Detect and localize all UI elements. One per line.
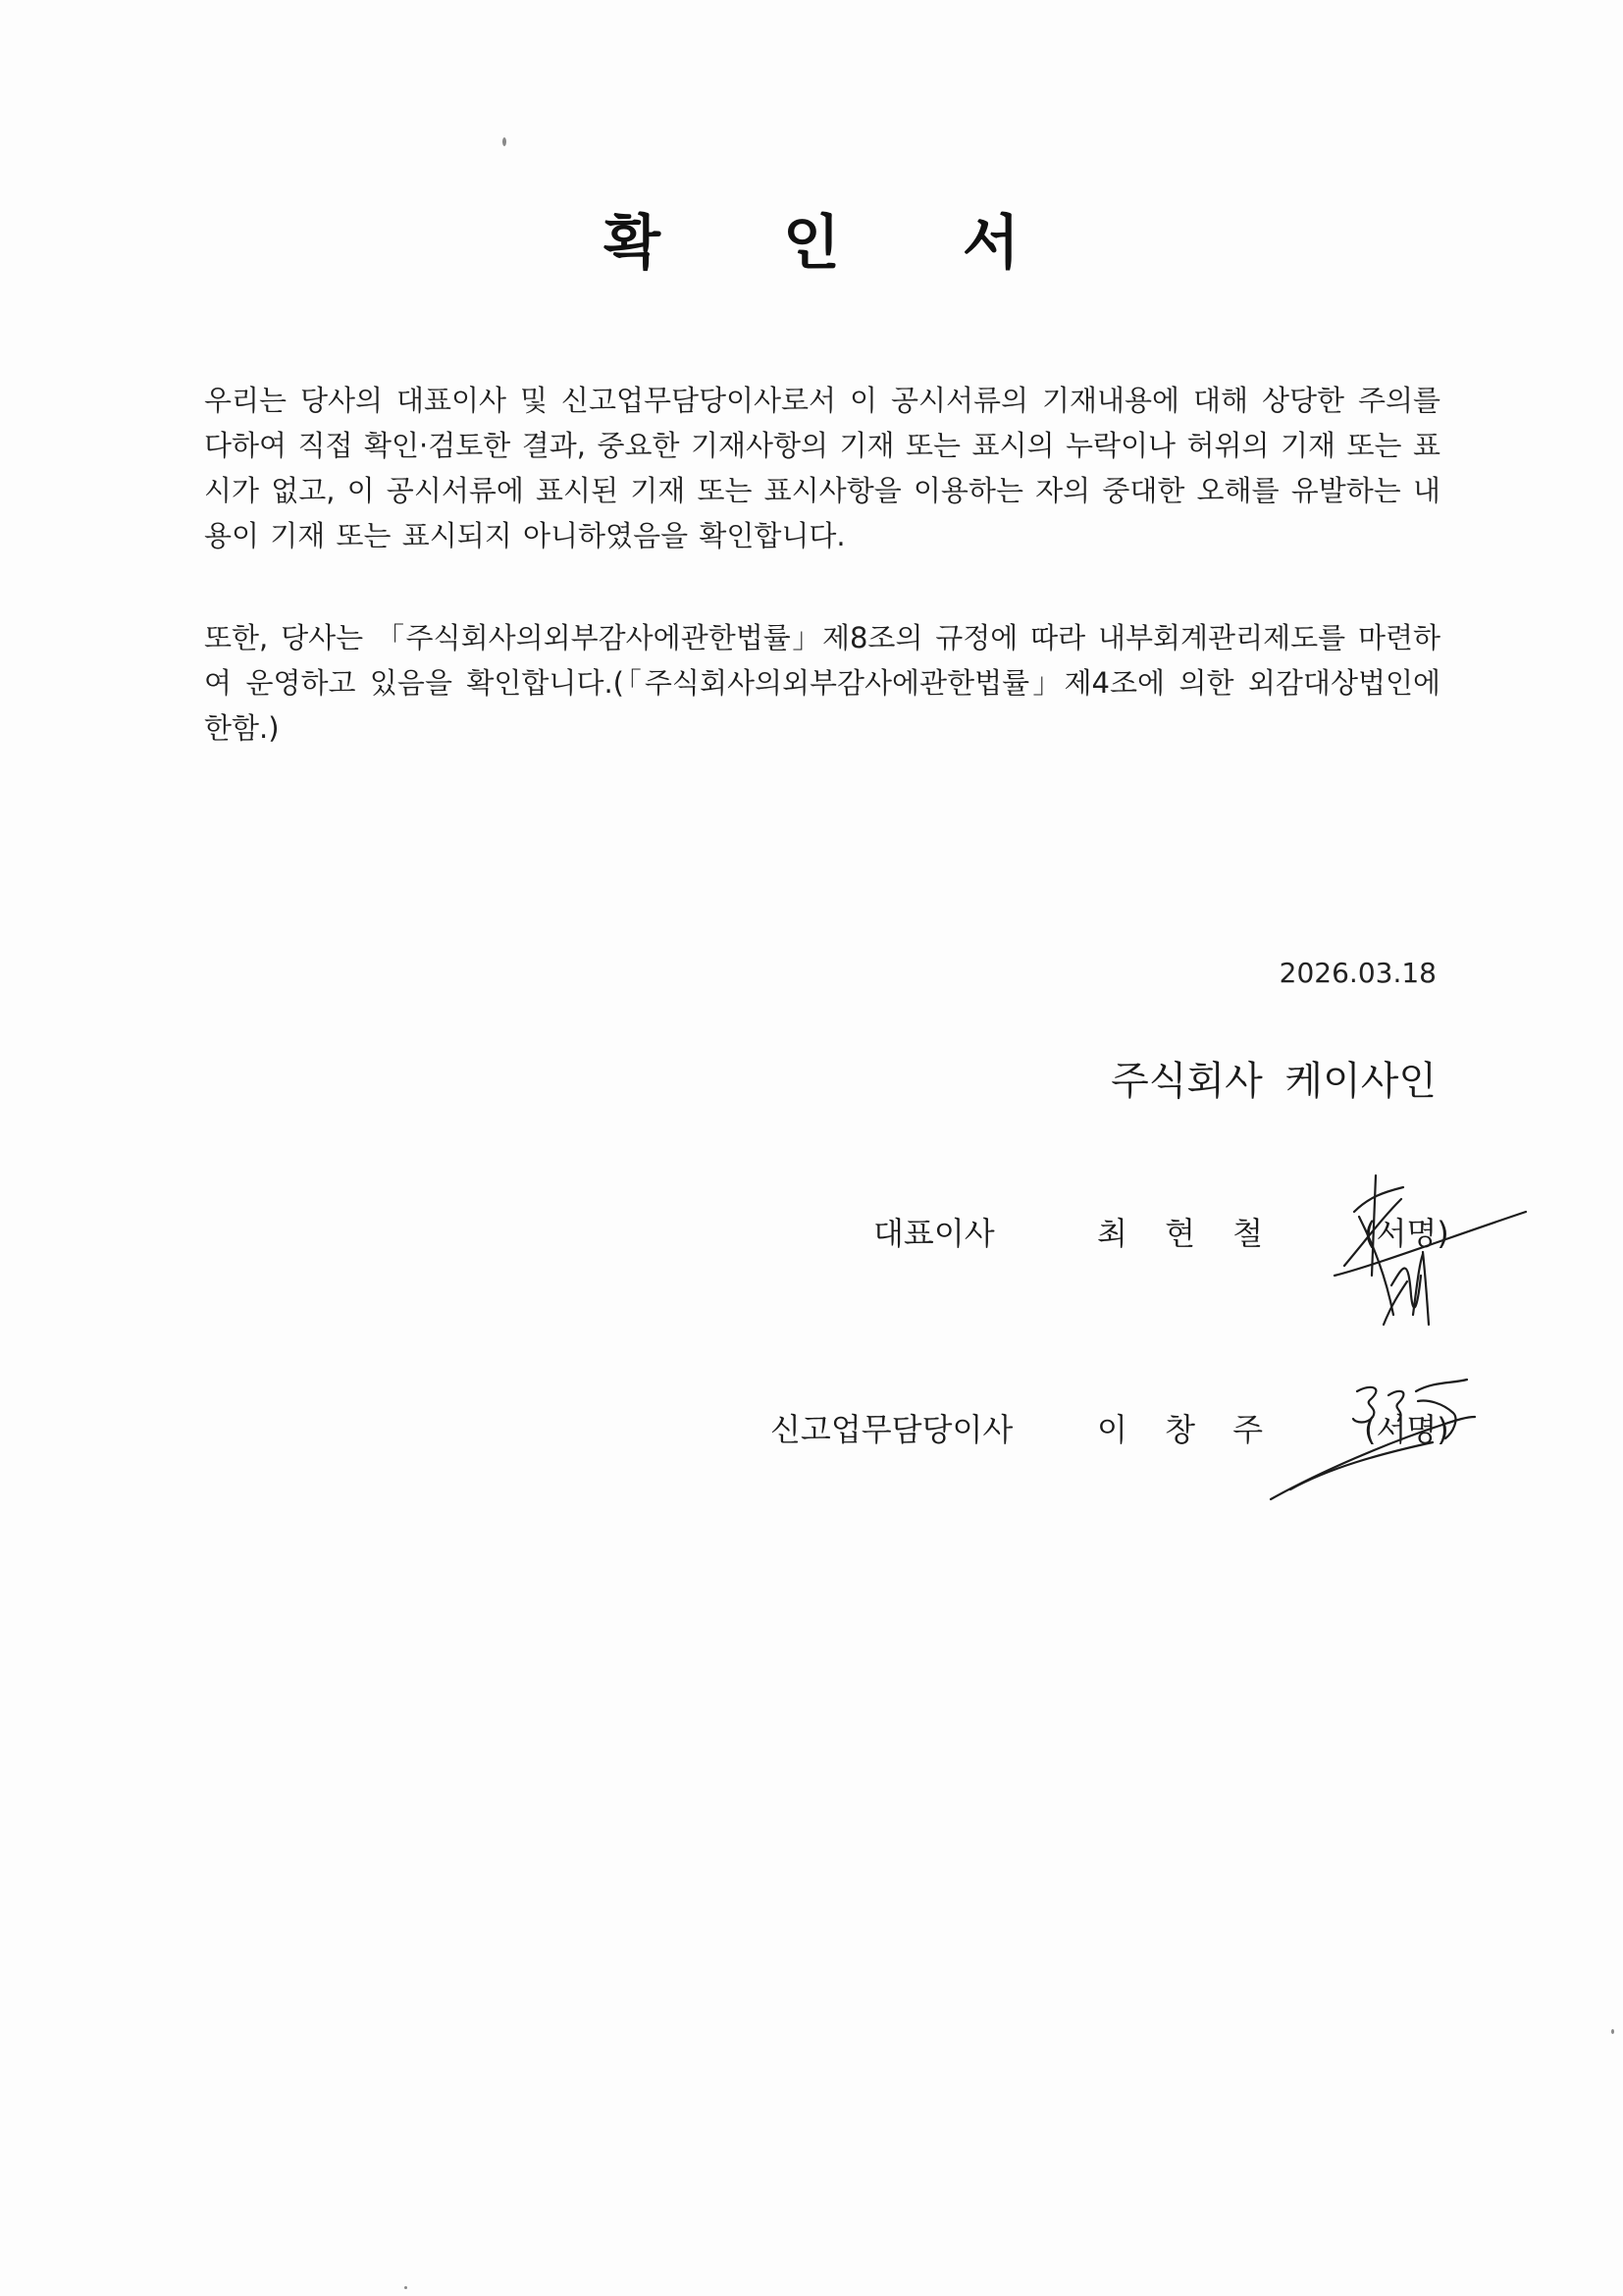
ceo-title: 대표이사: [873, 1215, 995, 1252]
page-title: 확 인 서: [603, 209, 1071, 278]
ceo-name: 최 현 철: [1097, 1215, 1278, 1252]
scan-speck: [1611, 2029, 1614, 2034]
internal-control-paragraph: 또한, 당사는 「주식회사의외부감사에관한법률」제8조의 규정에 따라 내부회계관리제도를 마련하여 운영하고 있음을 확인합니다.(「주식회사의외부감사에관한법률」제4조에 의한 외감대상법인에 한함.): [204, 621, 1440, 745]
document-date: 2026.03.18: [1279, 957, 1437, 989]
scan-speck: [502, 137, 506, 146]
disclosure-officer-sign-mark: (서명): [1364, 1411, 1449, 1448]
company-name: 주식회사 케이사인: [1111, 1059, 1437, 1104]
ceo-sign-mark: (서명): [1364, 1215, 1449, 1252]
disclosure-officer-name: 이 창 주: [1097, 1411, 1278, 1448]
disclosure-officer-title: 신고업무담당이사: [770, 1411, 1014, 1448]
scan-speck: [404, 2286, 407, 2289]
confirmation-paragraph: 우리는 당사의 대표이사 및 신고업무담당이사로서 이 공시서류의 기재내용에 대해 상당한 주의를 다하여 직접 확인·검토한 결과, 중요한 기재사항의 기재 또는 표시의 누락이나 허위의 기재 또는 표시가 없고, 이 공시서류에 표시된 기재 또는 표시사항을 이용하는 자의 중대한 오해를 유발하는 내용이 기재 또는 표시되지 아니하였음을 확인합니다.: [204, 384, 1440, 552]
